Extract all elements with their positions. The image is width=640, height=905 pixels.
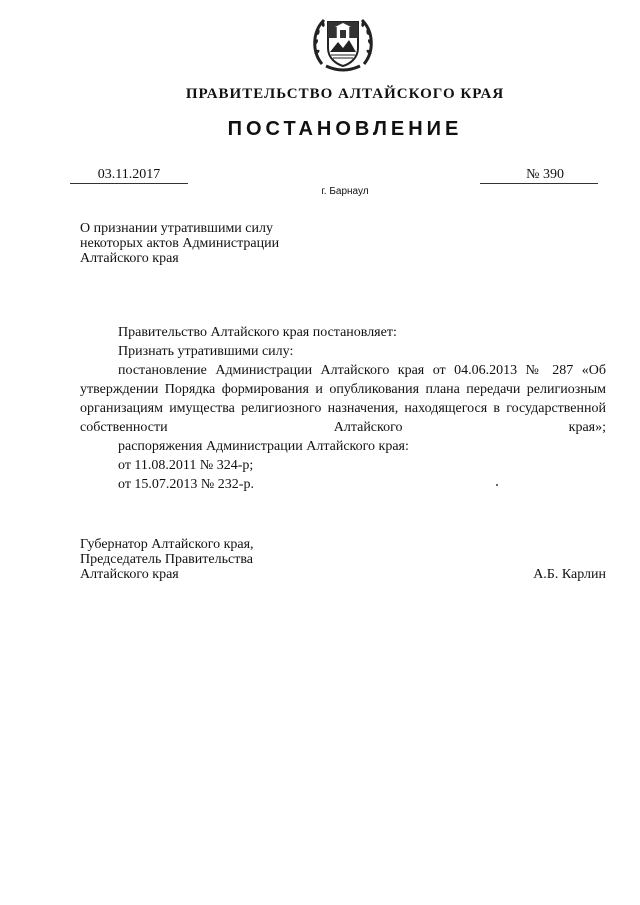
- document-city: г. Барнаул: [321, 186, 369, 197]
- scan-speck: [496, 484, 498, 486]
- document-date: 03.11.2017: [70, 167, 188, 184]
- document-body: [80, 323, 606, 494]
- signature-block: [80, 537, 606, 582]
- position-line: Губернатор Алтайского края,: [80, 537, 254, 552]
- position-line: Председатель Правительства: [80, 552, 253, 567]
- body-paragraph: Правительство Алтайского края постановляет:: [118, 325, 397, 340]
- document-number: № 390: [480, 167, 598, 184]
- body-paragraph: от 11.08.2011 № 324-р;: [118, 458, 254, 473]
- document-subject: [80, 221, 380, 266]
- signatory-position: [80, 537, 606, 582]
- subject-line: Алтайского края: [80, 251, 179, 266]
- signatory-name: А.Б. Карлин: [533, 567, 606, 582]
- body-paragraph: от 15.07.2013 № 232-р.: [118, 477, 254, 492]
- government-title: ПРАВИТЕЛЬСТВО АЛТАЙСКОГО КРАЯ: [185, 86, 505, 102]
- document-type-heading: ПОСТАНОВЛЕНИЕ: [227, 118, 463, 140]
- coat-of-arms-icon: [308, 8, 378, 78]
- body-paragraph: постановление Администрации Алтайского края от 04.06.2013 № 287 «Об утверждении Порядка формирования и опубликования плана передачи религиозным организациям имущества религиозного назначения, находящегося в государственной собственности Алтайского края»;: [80, 363, 606, 435]
- subject-line: некоторых актов Администрации: [80, 236, 280, 251]
- position-line: Алтайского края: [80, 567, 179, 582]
- subject-line: О признании утратившими силу: [80, 221, 273, 236]
- body-paragraph: распоряжения Администрации Алтайского края:: [118, 439, 409, 454]
- body-paragraph: Признать утратившими силу:: [118, 344, 294, 359]
